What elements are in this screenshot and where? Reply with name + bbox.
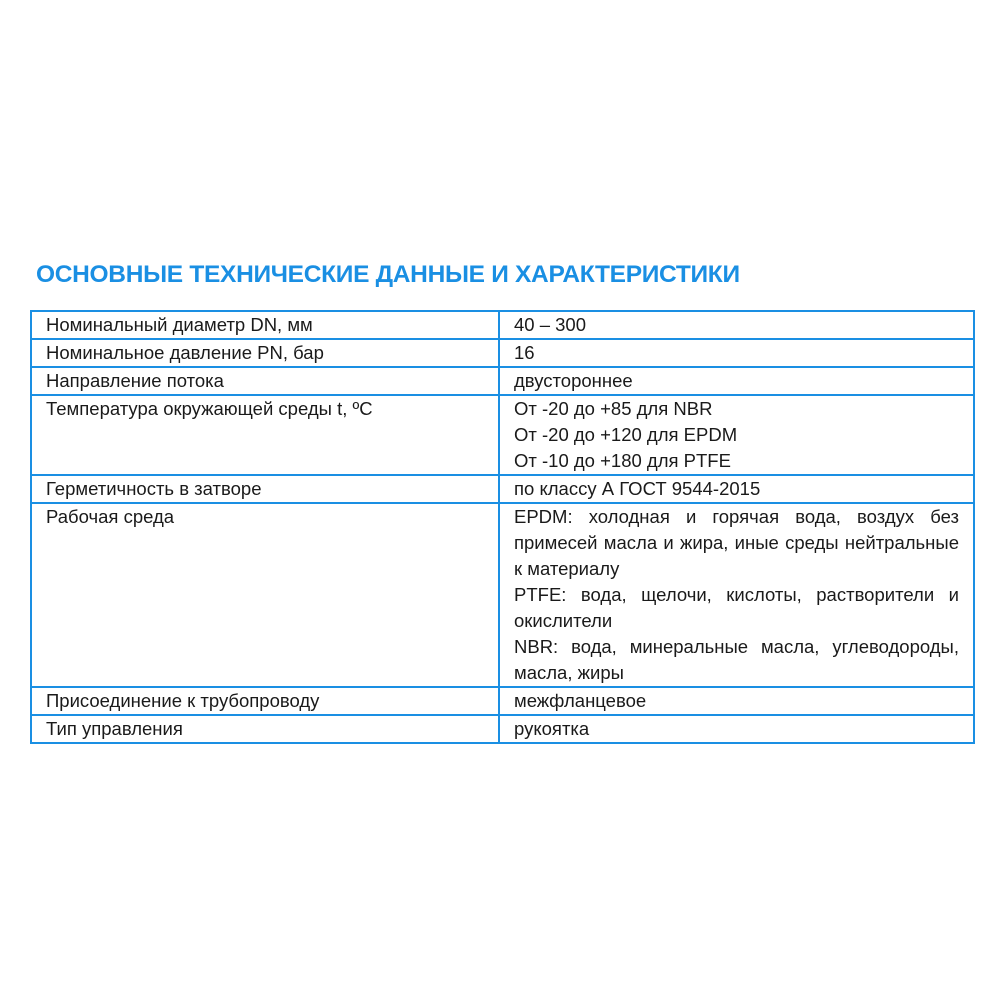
value-line: От -10 до +180 для PTFE	[514, 450, 731, 471]
param-cell: Номинальное давление PN, бар	[31, 339, 499, 367]
table-row	[31, 339, 974, 367]
page-title: ОСНОВНЫЕ ТЕХНИЧЕСКИЕ ДАННЫЕ И ХАРАКТЕРИСТИКИ	[36, 261, 740, 288]
param-cell: Тип управления	[31, 715, 499, 743]
param-cell: Присоединение к трубопроводу	[31, 687, 499, 715]
specs-table	[30, 310, 975, 744]
table-row	[31, 687, 974, 715]
value-cell	[499, 475, 974, 503]
value-cell	[499, 715, 974, 743]
value-line: по классу А ГОСТ 9544-2015	[514, 478, 761, 499]
table-row	[31, 503, 974, 687]
value-line: двустороннее	[514, 370, 633, 391]
table-row	[31, 475, 974, 503]
value-line: От -20 до +85 для NBR	[514, 398, 713, 419]
value-line: От -20 до +120 для EPDM	[514, 424, 738, 445]
param-cell: Рабочая среда	[31, 503, 499, 687]
value-cell	[499, 339, 974, 367]
table-row	[31, 367, 974, 395]
param-cell: Герметичность в затворе	[31, 475, 499, 503]
table-row	[31, 395, 974, 475]
value-cell	[499, 503, 974, 687]
value-cell	[499, 395, 974, 475]
table-row	[31, 311, 974, 339]
value-cell	[499, 367, 974, 395]
param-cell: Направление потока	[31, 367, 499, 395]
value-paragraph: EPDM: холодная и горячая вода, воздух без примесей масла и жира, иные среды нейтральные к материалу	[514, 506, 959, 579]
value-cell	[499, 687, 974, 715]
value-line: 40 – 300	[514, 314, 587, 335]
value-line: межфланцевое	[514, 690, 647, 711]
value-paragraph: NBR: вода, минеральные масла, углеводороды, масла, жиры	[514, 636, 959, 683]
param-cell: Температура окружающей среды t, ºC	[31, 395, 499, 475]
param-cell: Номинальный диаметр DN, мм	[31, 311, 499, 339]
value-line: рукоятка	[514, 718, 590, 739]
value-line: 16	[514, 342, 535, 363]
value-cell	[499, 311, 974, 339]
value-paragraph: PTFE: вода, щелочи, кислоты, растворители и окислители	[514, 584, 959, 631]
table-row	[31, 715, 974, 743]
